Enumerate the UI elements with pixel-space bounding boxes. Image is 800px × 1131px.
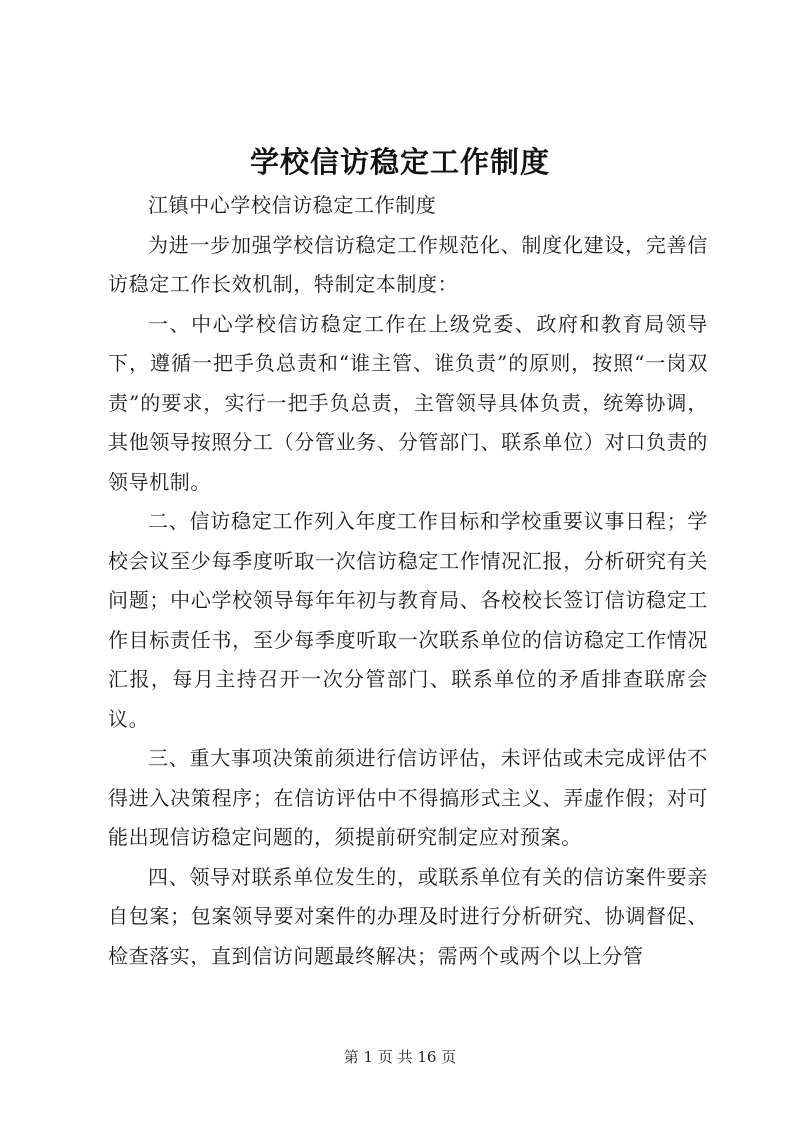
paragraph-item-4: 四、领导对联系单位发生的，或联系单位有关的信访案件要亲自包案；包案领导要对案件的办理及时进行分析研究、协调督促、检查落实，直到信访问题最终解决；需两个或两个以上分管 [108, 864, 708, 968]
page-footer: 第 1 页 共 16 页 [343, 1048, 457, 1066]
document-body [108, 186, 708, 976]
paragraph-item-1: 一、中心学校信访稳定工作在上级党委、政府和教育局领导下，遵循一把手负总责和“谁主管、谁负责”的原则，按照“一岗双责”的要求，实行一把手负总责，主管领导具体负责，统筹协调，其他领导按照分工（分管业务、分管部门、联系单位）对口负责的领导机制。 [108, 311, 708, 494]
paragraph-intro: 为进一步加强学校信访稳定工作规范化、制度化建设，完善信访稳定工作长效机制，特制定本制度： [108, 232, 708, 296]
paragraph-subtitle: 江镇中心学校信访稳定工作制度 [148, 193, 437, 217]
paragraph-item-2: 二、信访稳定工作列入年度工作目标和学校重要议事日程；学校会议至少每季度听取一次信访稳定工作情况汇报，分析研究有关问题；中心学校领导每年年初与教育局、各校校长签订信访稳定工作目标责任书，至少每季度听取一次联系单位的信访稳定工作情况汇报，每月主持召开一次分管部门、联系单位的矛盾排查联席会议。 [108, 509, 708, 731]
document-title: 学校信访稳定工作制度 [249, 145, 550, 179]
paragraph-item-3: 三、重大事项决策前须进行信访评估，未评估或未完成评估不得进入决策程序；在信访评估中不得搞形式主义、弄虚作假；对可能出现信访稳定问题的，须提前研究制定应对预案。 [108, 746, 708, 849]
